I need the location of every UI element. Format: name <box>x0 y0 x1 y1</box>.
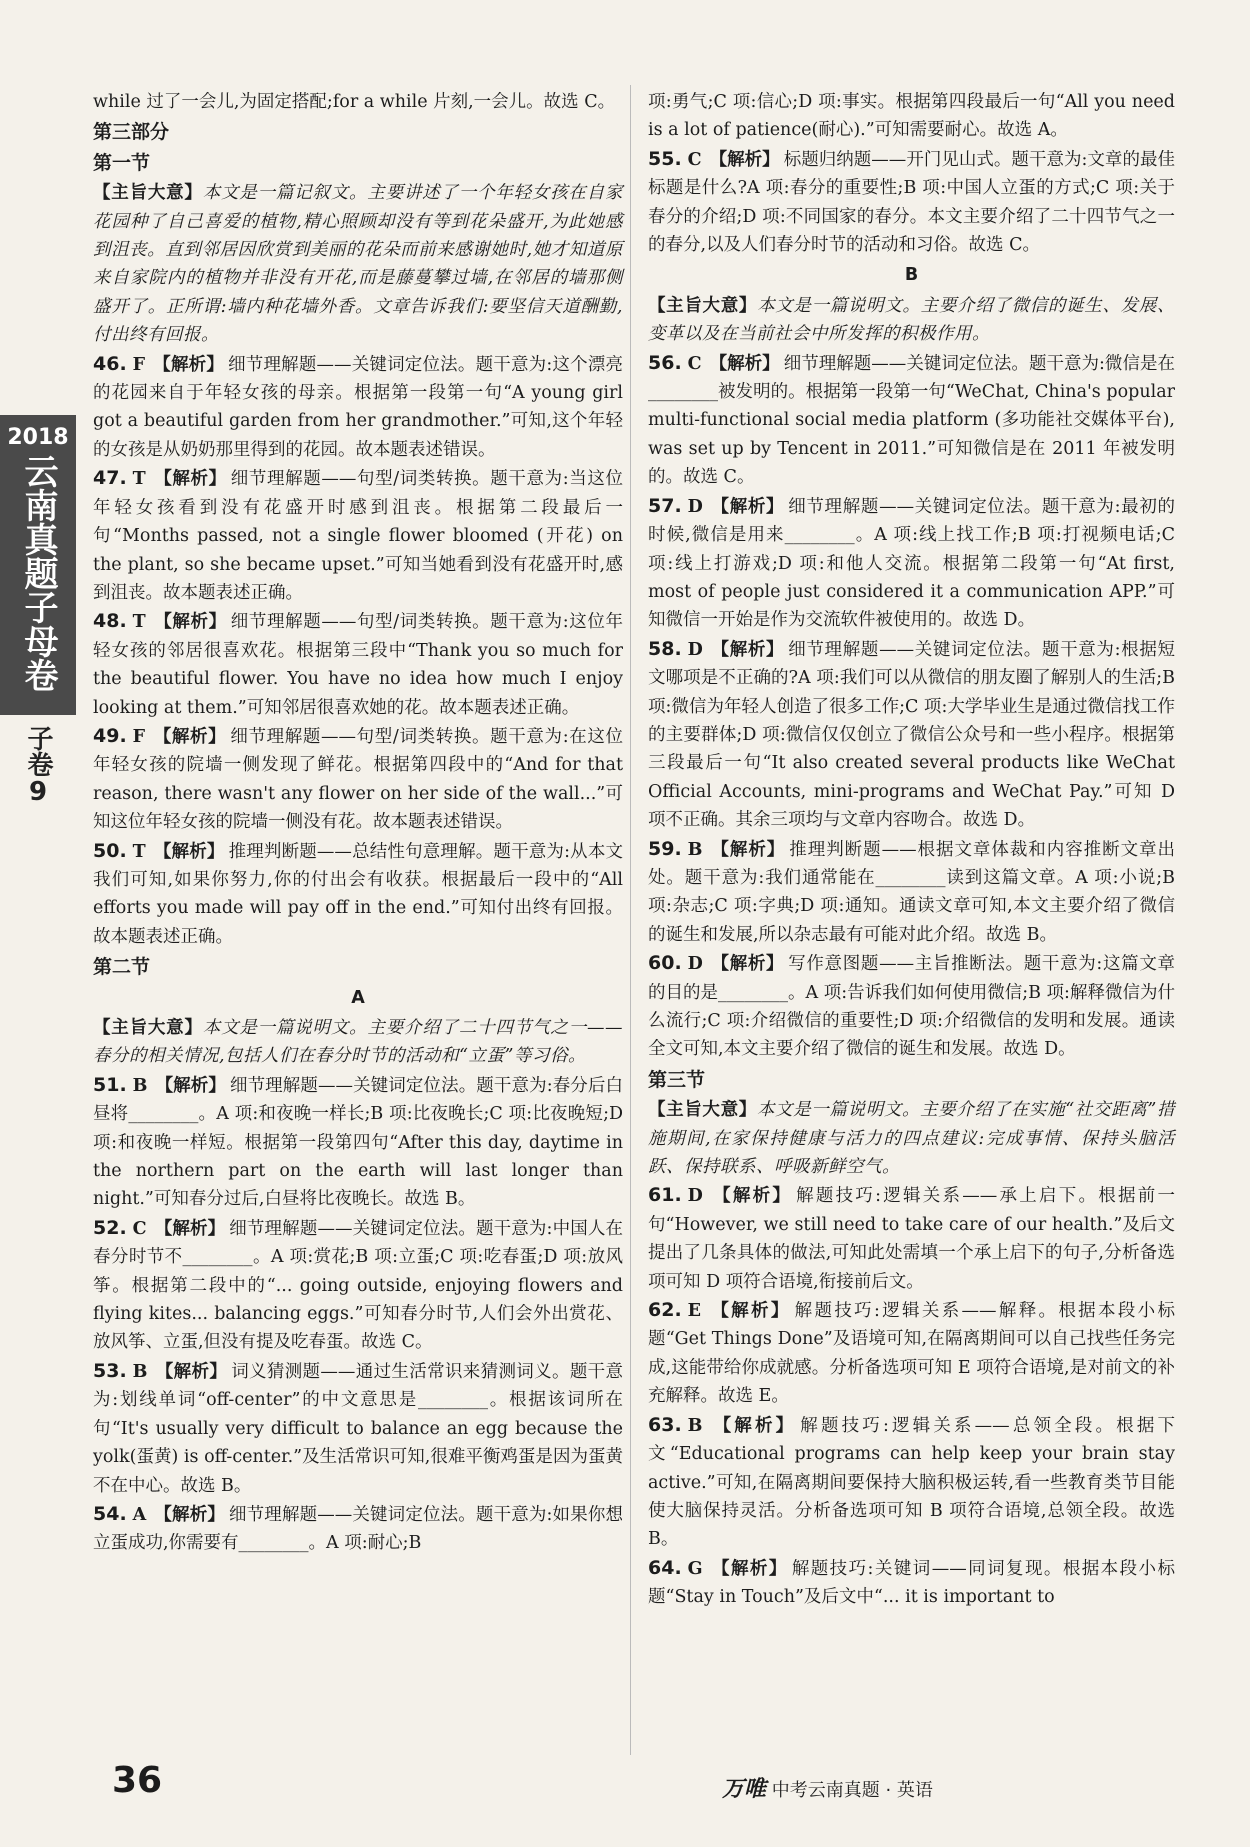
sidebar-title <box>0 454 76 692</box>
question-47 <box>93 464 623 607</box>
summary-tag: 【主旨大意】 <box>648 1100 757 1121</box>
summary-text: 本文是一篇说明文。主要介绍了二十四节气之一——春分的相关情况,包括人们在春分时节的活动和“立蛋”等习俗。 <box>93 1018 624 1067</box>
section-one-heading: 第一节 <box>93 151 151 174</box>
question-56 <box>648 349 1175 492</box>
analysis-text: 词义猜测题——通过生活常识来猜测词义。题干意为:划线单词“off-center”的中文意思是________。根据该词所在句“It's usually very difficult to balance an egg because the yolk(蛋黄) is off-center.”及生活常识可知,很难平衡鸡蛋是因为蛋黄不在中心。故选 B。 <box>93 1361 624 1496</box>
question-number: 54. <box>93 1502 127 1525</box>
analysis-tag: 【解析】 <box>709 353 780 374</box>
question-number: 50. <box>93 839 127 862</box>
analysis-tag: 【解析】 <box>153 612 227 633</box>
question-number: 60. <box>648 952 682 975</box>
question-49 <box>93 722 623 837</box>
analysis-text: 细节理解题——句型/词类转换。题干意为:在这位年轻女孩的院墙一侧发现了鲜花。根据第四段中的“And for that reason, there wasn't any flower on her side of the wall...”可知这位年轻女孩的院墙一侧没有花。故本题表述错误。 <box>93 726 624 833</box>
section-three-heading: 第三节 <box>648 1068 706 1091</box>
question-51 <box>93 1071 623 1214</box>
summary-text: 本文是一篇记叙文。主要讲述了一个年轻女孩在自家花园种了自己喜爱的植物,精心照顾却没有等到花朵盛开,为此她感到沮丧。直到邻居因欣赏到美丽的花朵而前来感谢她时,她才知道原来自家院内的植物并非没有开花,而是藤蔓攀过墙,在邻居的墙那侧盛开了。正所谓:墙内种花墙外香。文章告诉我们:要坚信天道酬勤,付出终有回报。 <box>93 183 624 346</box>
analysis-tag: 【解析】 <box>153 841 225 862</box>
analysis-tag: 【解析】 <box>154 1218 226 1239</box>
question-62 <box>648 1296 1175 1411</box>
analysis-text: 解题技巧:关键词——同词复现。根据本段小标题“Stay in Touch”及后文中“... it is important to <box>648 1558 1175 1608</box>
analysis-text: 标题归纳题——开门见山式。题干意为:文章的最佳标题是什么?A 项:春分的重要性;B 项:中国人立蛋的方式;C 项:关于春分的介绍;D 项:不同国家的春分。本文主要介绍了二十四节气之一的春分,以及人们春分时节的活动和习俗。故选 C。 <box>648 149 1175 256</box>
analysis-tag: 【解析】 <box>710 839 786 860</box>
question-48 <box>93 607 623 722</box>
sidebar-title-text: 云南真题子母卷 <box>18 454 58 692</box>
series-title: 中考云南真题 · 英语 <box>771 1780 933 1801</box>
question-57 <box>648 492 1175 635</box>
brand-logo: 万唯 <box>722 1777 767 1802</box>
page-number: 36 <box>112 1760 163 1801</box>
analysis-tag: 【解析】 <box>709 1301 791 1322</box>
summary-tag: 【主旨大意】 <box>93 1018 203 1038</box>
analysis-text: 细节理解题——关键词定位法。题干意为:微信是在________被发明的。根据第一段第一句“WeChat, China's popular multi-functional social media platform (多功能社交媒体平台), was set up by Tencent in 2011.”可知微信是在 2011 年被发明的。故选 C。 <box>648 353 1175 488</box>
question-number: 47. <box>93 467 127 490</box>
question-number: 56. <box>648 351 682 374</box>
question-59 <box>648 835 1175 950</box>
answer: B <box>687 1415 703 1436</box>
answer: B <box>132 1361 148 1382</box>
analysis-tag: 【解析】 <box>155 1075 226 1096</box>
sidebar-tab <box>0 415 76 715</box>
analysis-text: 写作意图题——主旨推断法。题干意为:这篇文章的目的是________。A 项:告诉我们如何使用微信;B 项:解释微信为什么流行;C 项:介绍微信的重要性;D 项:介绍微信的发明和发展。通读全文可知,本文主要介绍了微信的诞生和发展。故选 D。 <box>648 954 1176 1060</box>
question-number: 59. <box>648 837 682 860</box>
question-number: 51. <box>93 1073 127 1096</box>
analysis-text: 细节理解题——关键词定位法。题干意为:最初的时候,微信是用来________。A 项:线上找工作;B 项:打视频电话;C 项:线上打游戏;D 项:和他人交流。根据第二段第一句“At first, most of people just considered it a communication APP.”可知微信一开始是作为交流软件被使用的。故选 D。 <box>648 496 1176 631</box>
question-58 <box>648 635 1175 835</box>
question-number: 64. <box>648 1556 682 1579</box>
sub-volume-label <box>0 725 76 807</box>
summary-3 <box>648 292 1175 349</box>
answer: D <box>687 1186 703 1207</box>
question-number: 49. <box>93 724 127 747</box>
page-footer <box>0 1758 1250 1818</box>
answer: F <box>132 354 146 375</box>
analysis-tag: 【解析】 <box>153 726 227 747</box>
question-number: 62. <box>648 1299 682 1322</box>
right-column <box>648 88 1175 1612</box>
answer: C <box>687 149 702 170</box>
analysis-text: 细节理解题——句型/词类转换。题干意为:当这位年轻女孩看到没有花盛开时感到沮丧。根据第二段最后一句“Months passed, not a single flower bloomed (开花) on the plant, so she became upset.”可知当她看到没有花盛开时,感到沮丧。故本题表述正确。 <box>93 469 623 603</box>
answer: F <box>132 726 146 747</box>
question-61 <box>648 1181 1175 1296</box>
answer: D <box>687 639 703 660</box>
question-number: 61. <box>648 1184 682 1207</box>
question-number: 46. <box>93 352 127 375</box>
summary-4 <box>648 1096 1175 1181</box>
question-number: 52. <box>93 1216 127 1239</box>
question-number: 58. <box>648 637 682 660</box>
analysis-tag: 【解析】 <box>710 1415 797 1436</box>
question-63 <box>648 1411 1175 1554</box>
analysis-text: 推理判断题——根据文章体裁和内容推断文章出处。题干意为:我们通常能在________读到这篇文章。A 项:小说;B 项:杂志;C 项:字典;D 项:通知。通读文章可知,本文主要介绍了微信的诞生和发展,所以杂志最有可能对此介绍。故选 B。 <box>648 839 1176 945</box>
analysis-text: 细节理解题——句型/词类转换。题干意为:这位年轻女孩的邻居很喜欢花。根据第三段中“Thank you so much for the beautiful flower. You have no idea how much I enjoy looking at them.”可知邻居很喜欢她的花。故本题表述正确。 <box>93 612 623 718</box>
question-number: 48. <box>93 610 127 633</box>
answer: T <box>132 841 146 862</box>
answer: G <box>687 1558 703 1579</box>
passage-a-label: A <box>351 987 365 1008</box>
summary-text: 本文是一篇说明文。主要介绍了在实施“社交距离”措施期间,在家保持健康与活力的四点建议:完成事情、保持头脑活跃、保持联系、呼吸新鲜空气。 <box>648 1100 1175 1178</box>
footer-brand <box>722 1772 933 1803</box>
analysis-tag: 【解析】 <box>710 496 785 517</box>
analysis-tag: 【解析】 <box>709 149 780 170</box>
analysis-text: 细节理解题——关键词定位法。题干意为:如果你想立蛋成功,你需要有________。A 项:耐心;B <box>93 1504 623 1554</box>
section-two-heading: 第二节 <box>93 956 151 979</box>
answer: D <box>687 496 703 517</box>
sub-volume-text: 子卷 <box>23 725 53 777</box>
analysis-tag: 【解析】 <box>155 1361 228 1382</box>
summary-tag: 【主旨大意】 <box>93 183 203 204</box>
question-55 <box>648 145 1175 260</box>
analysis-text: 细节理解题——关键词定位法。题干意为:春分后白昼将________。A 项:和夜晚一样长;B 项:比夜晚长;C 项:比夜晚短;D 项:和夜晚一样短。根据第一段第四句“After this day, daytime in the northern part on the earth will last longer than night.”可知春分过后,白昼将比夜晚长。故选 B。 <box>93 1075 623 1210</box>
answer: A <box>132 1504 147 1525</box>
sub-volume-number: 9 <box>28 777 48 807</box>
part-three-heading: 第三部分 <box>93 121 170 144</box>
question-number: 57. <box>648 494 682 517</box>
analysis-tag: 【解析】 <box>710 1186 793 1207</box>
analysis-tag: 【解析】 <box>154 1504 225 1525</box>
summary-text: 本文是一篇说明文。主要介绍了微信的诞生、发展、变革以及在当前社会中所发挥的积极作用。 <box>648 295 1176 345</box>
question-50 <box>93 837 623 952</box>
left-column <box>93 88 623 1558</box>
question-54-continued: 项:勇气;C 项:信心;D 项:事实。根据第四段最后一句“All you need is a lot of patience(耐心).”可知需要耐心。故选 A。 <box>648 92 1175 141</box>
column-divider <box>630 85 631 1755</box>
answer: T <box>132 469 146 490</box>
question-54 <box>93 1500 623 1558</box>
analysis-text: 推理判断题——总结性句意理解。题干意为:从本文我们可知,如果你努力,你的付出会有收获。根据最后一段中的“All efforts you made will pay off in the end.”可知付出终有回报。故本题表述正确。 <box>93 841 624 947</box>
question-number: 63. <box>648 1413 682 1436</box>
question-53 <box>93 1357 623 1500</box>
intro-text: while 过了一会儿,为固定搭配;for a while 片刻,一会儿。故选 C。 <box>93 92 616 112</box>
answer: B <box>132 1075 148 1096</box>
analysis-tag: 【解析】 <box>153 469 227 490</box>
answer: E <box>687 1301 702 1322</box>
analysis-tag: 【解析】 <box>710 954 785 975</box>
summary-2 <box>93 1014 623 1071</box>
summary-1 <box>93 179 623 349</box>
answer: C <box>132 1218 147 1239</box>
analysis-text: 解题技巧:逻辑关系——总领全段。根据下文“Educational programs can help keep your brain stay active.”可知,在隔离期间要保持大脑积极运转,看一些教育类节目能使大脑保持灵活。分析备选项可知 B 项符合语境,总领全段。故选 B。 <box>648 1415 1175 1550</box>
answer: C <box>687 353 702 374</box>
sidebar-year: 2018 <box>7 425 69 450</box>
analysis-tag: 【解析】 <box>153 354 225 375</box>
answer: D <box>687 954 703 975</box>
analysis-text: 解题技巧:逻辑关系——承上启下。根据前一句“However, we still need to take care of our health.”及后文提出了几条具体的做法,可知此处需填一个承上启下的句子,分析备选项可知 D 项符合语境,衔接前后文。 <box>648 1186 1175 1292</box>
analysis-tag: 【解析】 <box>710 639 785 660</box>
analysis-text: 细节理解题——关键词定位法。题干意为:中国人在春分时节不________。A 项:赏花;B 项:立蛋;C 项:吃春蛋;D 项:放风筝。根据第二段中的“... going outside, enjoying flowers and flying kites... balancing eggs.”可知春分时节,人们会外出赏花、放风筝、立蛋,但没有提及吃春蛋。故选 C。 <box>93 1218 623 1353</box>
question-number: 55. <box>648 147 682 170</box>
question-46 <box>93 350 623 465</box>
analysis-text: 解题技巧:逻辑关系——解释。根据本段小标题“Get Things Done”及语境可知,在隔离期间可以自己找些任务完成,这能带给你成就感。分析备选项可知 E 项符合语境,是对前文的补充解释。故选 E。 <box>648 1301 1175 1407</box>
question-number: 53. <box>93 1359 127 1382</box>
summary-tag: 【主旨大意】 <box>648 295 758 316</box>
analysis-text: 细节理解题——关键词定位法。题干意为:这个漂亮的花园来自于年轻女孩的母亲。根据第一段第一句“A young girl got a beautiful garden from her grandmother.”可知,这个年轻的女孩是从奶奶那里得到的花园。故本题表述错误。 <box>93 354 623 460</box>
question-52 <box>93 1214 623 1357</box>
question-64 <box>648 1554 1175 1612</box>
passage-b-label: B <box>904 265 919 286</box>
answer: T <box>132 612 146 633</box>
analysis-tag: 【解析】 <box>710 1558 788 1579</box>
question-60 <box>648 949 1175 1064</box>
analysis-text: 细节理解题——关键词定位法。题干意为:根据短文哪项是不正确的?A 项:我们可以从微信的朋友圈了解别人的生活;B 项:微信为年轻人创造了很多工作;C 项:大学毕业生是通过微信找工作的主要群体;D 项:微信仅仅创立了微信公众号和一些小程序。根据第三段最后一句“It also created several products like WeChat Official Accounts, mini-programs and WeChat Pay.”可知 D 项不正确。其余三项均与文章内容吻合。故选 D。 <box>648 639 1176 831</box>
answer: B <box>687 839 703 860</box>
